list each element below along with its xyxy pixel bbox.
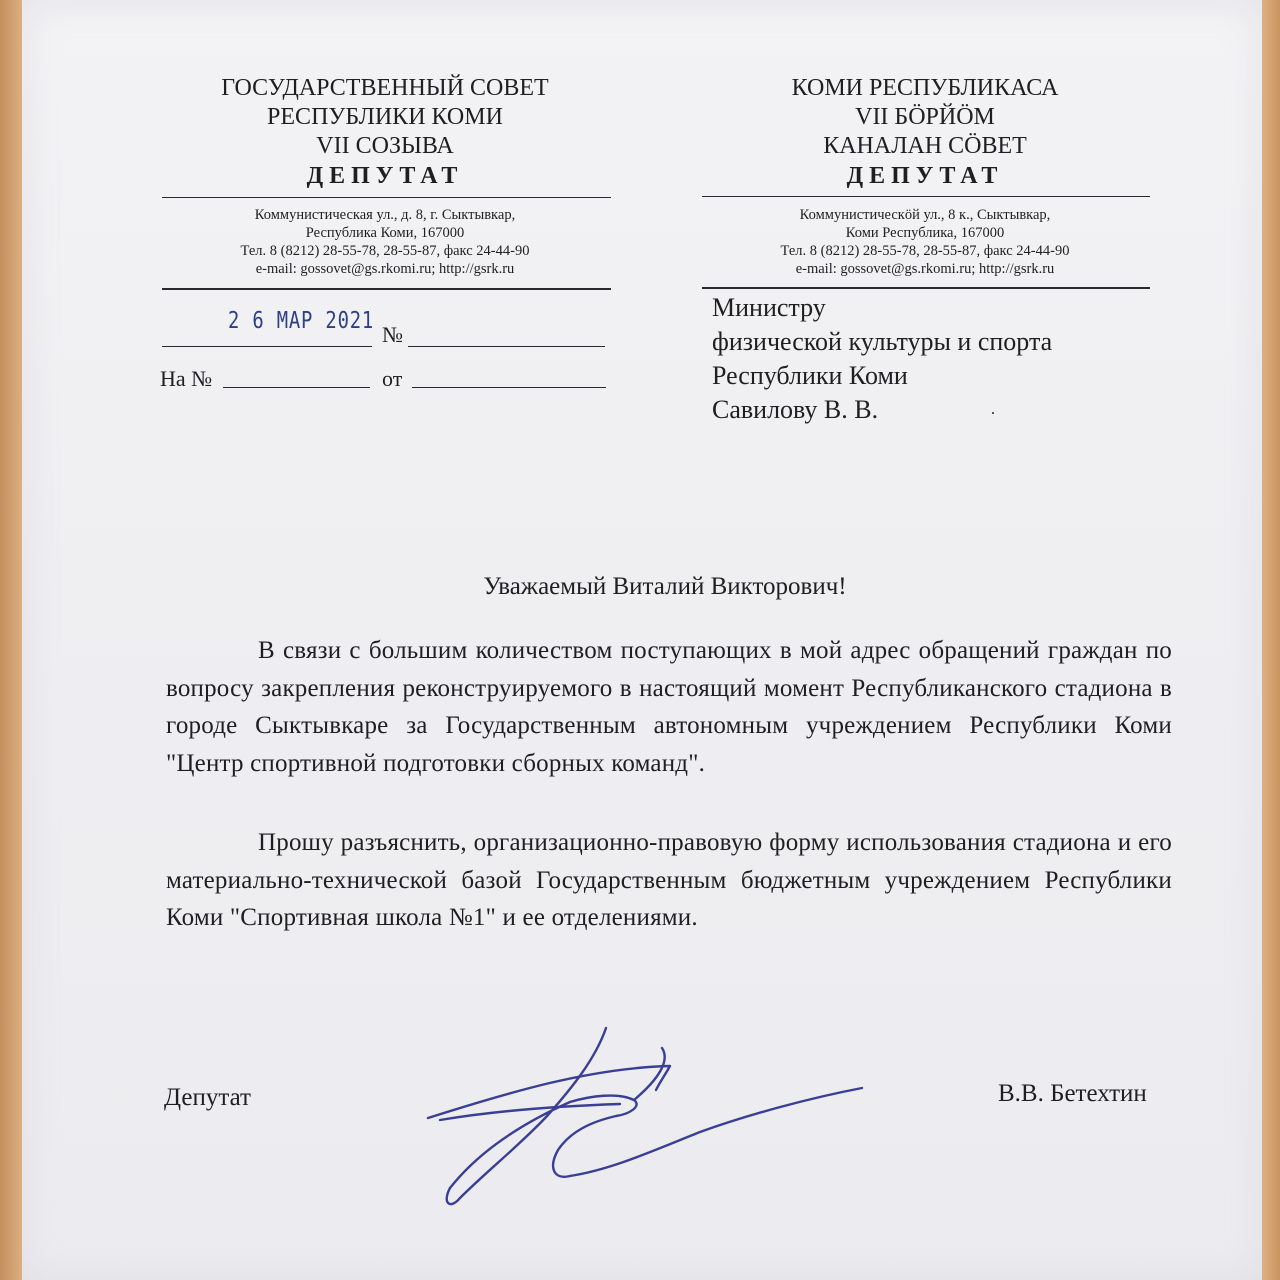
header-left-bottom-rule <box>162 288 611 290</box>
header-left-line3: VII СОЗЫВА <box>316 133 454 159</box>
date-stamp: 2 6 МАР 2021 <box>228 308 375 334</box>
number-label: № <box>382 322 403 347</box>
address-right-phones: Тел. 8 (8212) 28-55-78, 28-55-87, факс 24-44-90 <box>780 243 1070 259</box>
address-right-line2: Коми Республика, 167000 <box>845 225 1005 241</box>
desk-edge-right <box>1262 0 1280 1280</box>
addressee-line4: Савилову В. В. <box>712 395 879 424</box>
header-right-line2: VII БÖРЙÖМ <box>855 104 995 130</box>
addressee-block <box>712 291 1052 427</box>
header-right-line1: КОМИ РЕСПУБЛИКАСА <box>791 75 1059 101</box>
header-left-line2: РЕСПУБЛИКИ КОМИ <box>267 104 503 130</box>
header-right-line3: КАНАЛАН СÖВЕТ <box>823 133 1027 159</box>
header-right-bottom-rule <box>702 287 1150 289</box>
header-left-address <box>160 206 610 278</box>
reply-date-field-line <box>412 387 606 388</box>
header-right-role: ДЕПУТАТ <box>846 163 1004 189</box>
addressee-line2: физической культуры и спорта <box>712 327 1053 356</box>
header-left <box>160 74 610 191</box>
address-left-line1: Коммунистическая ул., д. 8, г. Сыктывкар, <box>254 207 516 223</box>
header-right-top-rule <box>702 196 1150 197</box>
address-left-line2: Республика Коми, 167000 <box>305 225 465 241</box>
desk-edge-left <box>0 0 22 1280</box>
header-left-top-rule <box>162 197 611 198</box>
body-paragraph-2: Прошу разъяснить, организационно-правовую форму использования стадиона и его материально-технической базой Государственным бюджетным учреждением Республики Коми "Спортивная школа №1" и ее отделениями. <box>166 829 1172 931</box>
addressee-line3: Республики Коми <box>712 361 908 390</box>
address-left-phones: Тел. 8 (8212) 28-55-78, 28-55-87, факс 24-44-90 <box>240 243 530 259</box>
header-left-line1: ГОСУДАРСТВЕННЫЙ СОВЕТ <box>221 75 549 101</box>
header-right-address <box>700 206 1150 278</box>
address-right-line1: Коммунистическöй ул., 8 к., Сыктывкар, <box>799 207 1051 223</box>
number-field-line <box>408 346 605 347</box>
reply-number-field-line <box>223 387 370 388</box>
handwritten-signature <box>420 1020 880 1220</box>
body-paragraph-1: В связи с большим количеством поступающих в мой адрес обращений граждан по вопросу закрепления реконструируемого в настоящий момент Республиканского стадиона в городе Сыктывкаре за Государственным автономным учреждением Республики Коми "Центр спортивной подготовки сборных команд". <box>166 637 1172 777</box>
signature-stroke-hook <box>634 1048 665 1100</box>
header-left-role: ДЕПУТАТ <box>306 163 464 189</box>
signer-name: В.В. Бетехтин <box>998 1080 1147 1107</box>
date-field-line <box>162 346 372 347</box>
paper-speck <box>992 412 994 414</box>
addressee-line1: Министру <box>712 293 826 322</box>
header-right <box>700 74 1150 191</box>
salutation: Уважаемый Виталий Викторович! <box>483 573 847 600</box>
address-left-contacts: e-mail: gossovet@gs.rkomi.ru; http://gsrk.ru <box>255 261 515 277</box>
reply-number-label: На № <box>160 366 213 391</box>
address-right-contacts: e-mail: gossovet@gs.rkomi.ru; http://gsrk.ru <box>795 261 1055 277</box>
signature-stroke-tail <box>570 1088 862 1176</box>
signer-position: Депутат <box>164 1084 251 1111</box>
reply-date-label: от <box>382 366 403 391</box>
